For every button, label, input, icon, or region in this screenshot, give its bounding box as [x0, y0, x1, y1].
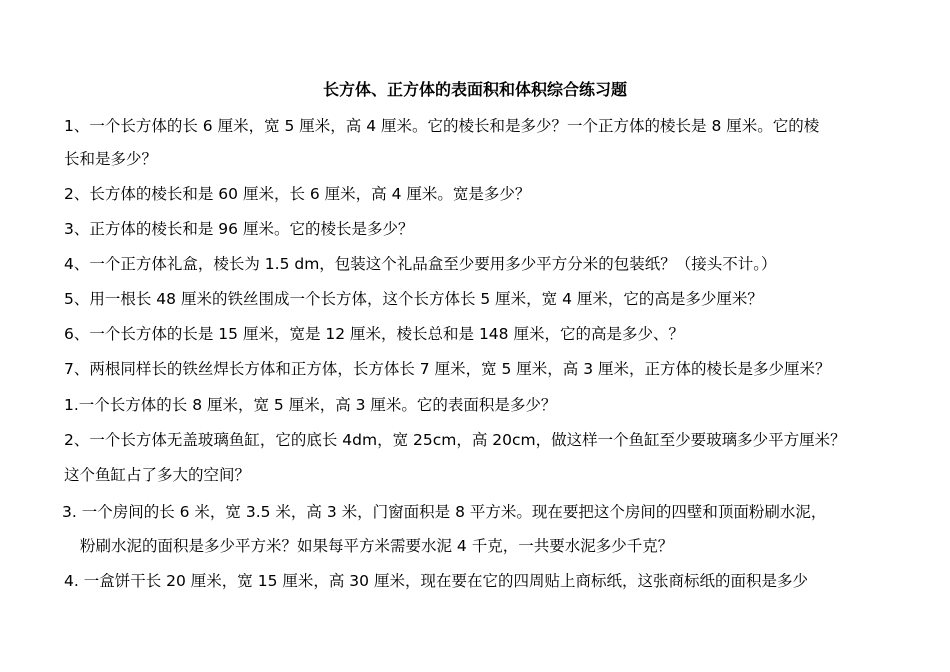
question-line: 3. 一个房间的长 6 米，宽 3.5 米，高 3 米，门窗面积是 8 平方米。现在要把这个房间的四壁和顶面粉刷水泥，: [62, 503, 827, 521]
question-line: 7、两根同样长的铁丝焊长方体和正方体，长方体长 7 厘米，宽 5 厘米，高 3 厘米，正方体的棱长是多少厘米？: [64, 360, 831, 378]
question-line: 这个鱼缸占了多大的空间？: [64, 466, 251, 484]
question-line: 4. 一盒饼干长 20 厘米，宽 15 厘米，高 30 厘米，现在要在它的四周贴上商标纸，这张商标纸的面积是多少: [64, 572, 808, 590]
question-line: 5、用一根长 48 厘米的铁丝围成一个长方体，这个长方体长 5 厘米，宽 4 厘米，它的高是多少厘米？: [64, 290, 763, 308]
question-line: 1、一个长方体的长 6 厘米，宽 5 厘米，高 4 厘米。它的棱长和是多少？一个正方体的棱长是 8 厘米。它的棱: [64, 117, 820, 135]
question-line: 2、一个长方体无盖玻璃鱼缸，它的底长 4dm，宽 25cm，高 20cm，做这样一个鱼缸至少要玻璃多少平方厘米？: [64, 431, 846, 449]
question-line: 6、一个长方体的长是 15 厘米，宽是 12 厘米，棱长总和是 148 厘米，它的高是多少、？: [64, 325, 684, 343]
question-line: 3、正方体的棱长和是 96 厘米。它的棱长是多少？: [64, 220, 414, 238]
question-line: 2、长方体的棱长和是 60 厘米，长 6 厘米，高 4 厘米。宽是多少？: [64, 185, 531, 203]
question-line: 粉刷水泥的面积是多少平方米？如果每平方米需要水泥 4 千克，一共要水泥多少千克？: [80, 537, 674, 555]
document-title: 长方体、正方体的表面积和体积综合练习题: [322, 80, 627, 99]
question-line: 4、一个正方体礼盒，棱长为 1.5 dm，包装这个礼品盒至少要用多少平方分米的包装纸？（接头不计。）: [64, 255, 777, 273]
question-line: 1.一个长方体的长 8 厘米，宽 5 厘米，高 3 厘米。它的表面积是多少？: [64, 396, 557, 414]
question-line: 长和是多少？: [64, 150, 158, 168]
